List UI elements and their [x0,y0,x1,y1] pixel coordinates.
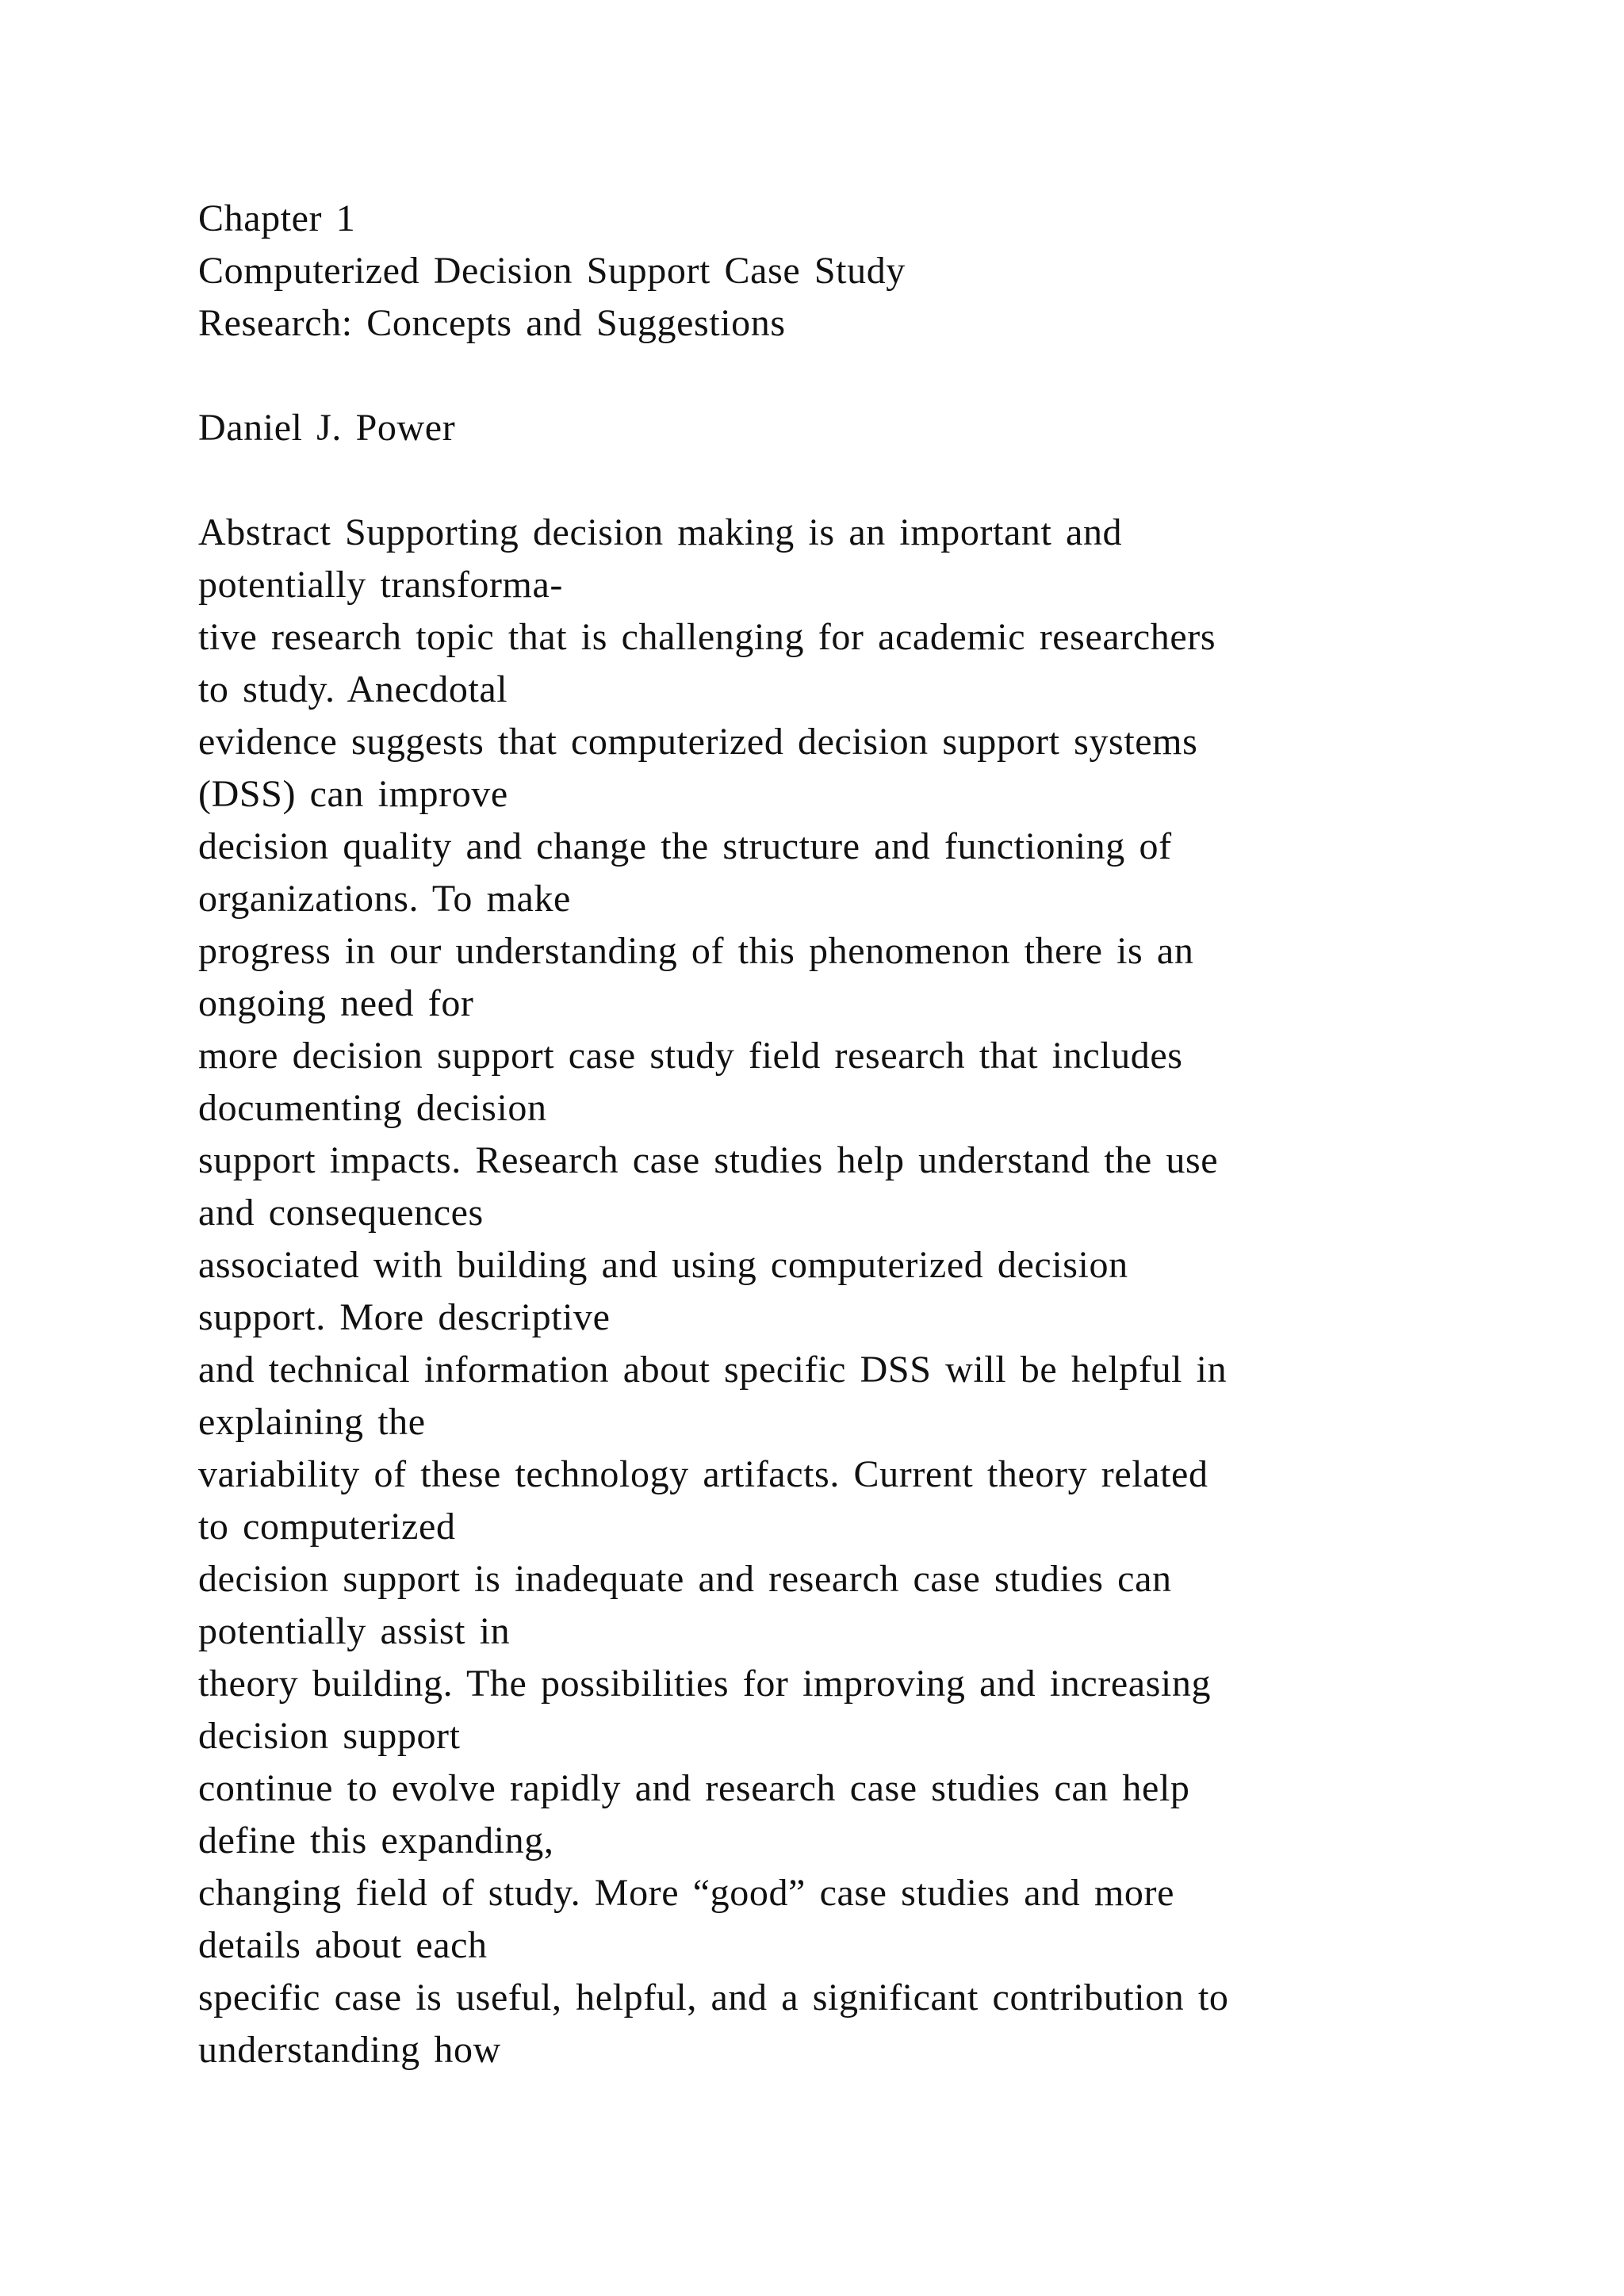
abstract-line: decision support is inadequate and research case studies can [198,1558,1172,1600]
title-line: Research: Concepts and Suggestions [198,302,786,344]
abstract-line: to study. Anecdotal [198,668,508,710]
document-text [198,193,1435,2076]
title-line: Computerized Decision Support Case Study [198,250,906,292]
spacer [198,454,1435,507]
chapter-label: Chapter 1 [198,197,356,239]
abstract-line: understanding how [198,2029,501,2071]
abstract-line: details about each [198,1924,488,1966]
abstract-line: associated with building and using computerized decision [198,1244,1128,1286]
abstract-line: Abstract Supporting decision making is an important and [198,511,1123,553]
abstract-line: changing field of study. More “good” case studies and more [198,1872,1175,1914]
abstract [198,507,1435,2076]
abstract-line: and technical information about specific DSS will be helpful in [198,1349,1228,1391]
abstract-line: progress in our understanding of this phenomenon there is an [198,930,1194,972]
abstract-line: decision quality and change the structure and functioning of [198,825,1172,867]
abstract-line: documenting decision [198,1087,547,1129]
abstract-line: support. More descriptive [198,1296,611,1338]
abstract-line: specific case is useful, helpful, and a significant contribution to [198,1976,1229,2019]
abstract-line: theory building. The possibilities for improving and increasing [198,1663,1212,1705]
abstract-line: (DSS) can improve [198,773,508,815]
abstract-line: tive research topic that is challenging for academic researchers [198,616,1216,658]
abstract-line: define this expanding, [198,1820,554,1862]
abstract-line: variability of these technology artifacts. Current theory related [198,1453,1208,1495]
abstract-line: ongoing need for [198,982,474,1024]
abstract-line: potentially assist in [198,1610,511,1652]
abstract-line: support impacts. Research case studies help understand the use [198,1139,1219,1181]
abstract-line: decision support [198,1715,461,1757]
spacer [198,350,1435,402]
abstract-line: continue to evolve rapidly and research case studies can help [198,1767,1190,1809]
abstract-line: more decision support case study field research that includes [198,1035,1183,1077]
abstract-line: to computerized [198,1506,456,1548]
author-name: Daniel J. Power [198,407,456,449]
abstract-line: potentially transforma- [198,564,563,606]
abstract-line: evidence suggests that computerized decision support systems [198,721,1198,763]
abstract-line: explaining the [198,1401,426,1443]
abstract-line: organizations. To make [198,878,571,920]
abstract-line: and consequences [198,1192,484,1234]
